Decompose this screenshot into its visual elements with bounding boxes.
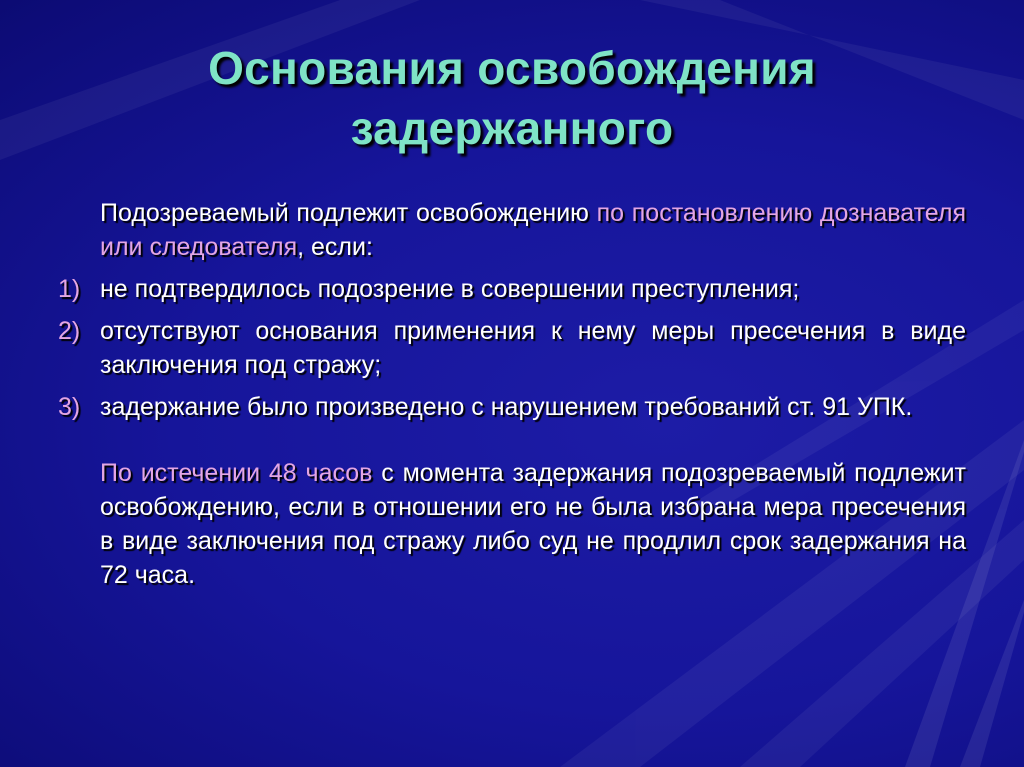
list-item-text: задержание было произведено с нарушением требований ст. 91 УПК.	[100, 393, 913, 421]
intro-tail: , если:	[297, 233, 373, 261]
slide-title: Основания освобождения задержанного	[208, 42, 816, 154]
list-item	[58, 314, 966, 382]
list-item-number: 2)	[58, 317, 81, 345]
intro-text: Подозреваемый подлежит освобождению	[100, 199, 597, 227]
list-item-number: 1)	[58, 275, 81, 303]
intro-paragraph	[58, 196, 966, 264]
list-item	[58, 390, 966, 424]
note-highlight: По истечении 48 часов	[100, 459, 373, 487]
list-item-number: 3)	[58, 393, 81, 421]
intro-highlight: по постановлению дознавателя или следователя	[100, 199, 966, 261]
note-paragraph	[58, 456, 966, 592]
list-item-text: не подтвердилось подозрение в совершении преступления;	[100, 275, 800, 303]
note-text: с момента задержания подозреваемый подлежит освобождению, если в отношении его не была избрана мера пресечения в виде заключения под стражу либо суд не продлил срок задержания на 72 часа.	[100, 459, 966, 589]
slide-body	[58, 196, 966, 600]
spacer	[58, 432, 966, 456]
list-item	[58, 272, 966, 306]
list-item-text: отсутствуют основания применения к нему меры пресечения в виде заключения под стражу;	[100, 317, 966, 379]
